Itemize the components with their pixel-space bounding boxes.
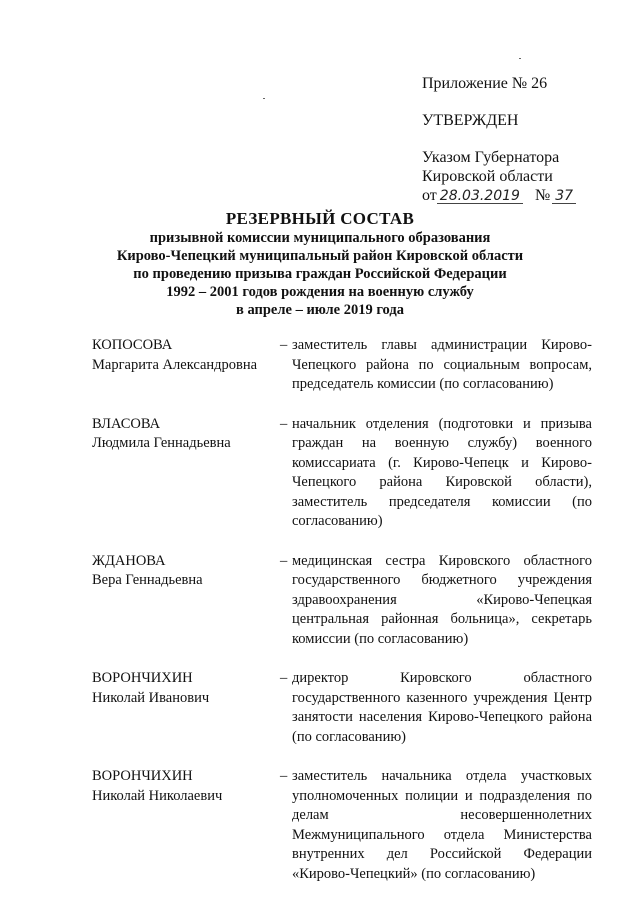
member-given-name: Николай Иванович: [92, 689, 210, 706]
date-prefix: от: [422, 187, 437, 204]
appendix-label: Приложение № 26: [422, 75, 548, 92]
member-surname: ЖДАНОВА: [92, 552, 166, 569]
decree-date-number: [422, 186, 622, 205]
member-dash: –: [280, 552, 288, 569]
title-line: по проведению призыва граждан Российской Федерации: [133, 266, 507, 282]
member-entry: [92, 415, 592, 532]
member-given-name: Николай Николаевич: [92, 787, 223, 804]
scan-speck: [519, 58, 521, 59]
scan-speck: [263, 98, 265, 99]
member-given-name: Маргарита Александровна: [92, 356, 258, 373]
title-main: РЕЗЕРВНЫЙ СОСТАВ: [225, 209, 415, 228]
title-line: Кирово-Чепецкий муниципальный район Кировской области: [116, 248, 524, 264]
title-line: 1992 – 2001 годов рождения на военную службу: [166, 284, 474, 300]
title-line: призывной комиссии муниципального образования: [149, 230, 491, 246]
member-surname: ВЛАСОВА: [92, 415, 161, 432]
member-entry: [92, 552, 592, 650]
member-entry: [92, 336, 592, 395]
decree-date: 28.03.2019: [437, 189, 523, 204]
member-name: [92, 336, 280, 395]
member-description: директор Кировского областного государственного казенного учреждения Центр занятости населения Кирово-Чепецкого района (по согласованию): [292, 670, 592, 745]
member-entry: [92, 669, 592, 747]
member-entry: [92, 767, 592, 884]
decree-line-1: Указом Губернатора: [422, 149, 560, 166]
title-line: в апреле – июле 2019 года: [236, 302, 404, 318]
member-name: [92, 552, 280, 650]
member-given-name: Вера Геннадьевна: [92, 572, 203, 588]
number-prefix: №: [534, 187, 551, 204]
member-name: [92, 767, 280, 884]
member-surname: КОПОСОВА: [92, 337, 173, 353]
member-description: заместитель начальника отдела участковых уполномоченных полиции и подразделения по делам несовершеннолетних Межмуниципального отдела Министерства внутренних дел Российской Федерации «Кирово-Чепецкий» (по согласованию): [292, 768, 592, 882]
member-name: [92, 669, 280, 747]
member-description: начальник отделения (подготовки и призыва граждан на военную службу) военного комиссариата (г. Кирово-Чепецк и Кирово-Чепецкого района Кировской области), заместитель председателя комиссии (по согласованию): [292, 415, 592, 529]
member-description: медицинская сестра Кировского областного государственного бюджетного учреждения здравоохранения «Кирово-Чепецкая центральная районная больница», секретарь комиссии (по согласованию): [292, 552, 592, 647]
member-surname: ВОРОНЧИХИН: [92, 768, 193, 784]
member-dash: –: [280, 337, 288, 353]
member-dash: –: [280, 415, 288, 432]
member-given-name: Людмила Геннадьевна: [92, 435, 231, 451]
member-dash: –: [280, 670, 288, 686]
decree-line-2: Кировской области: [422, 168, 553, 185]
appendix-block: [422, 74, 622, 205]
approved-label: УТВЕРЖДЕН: [422, 112, 519, 129]
document-title: [40, 208, 600, 319]
member-surname: ВОРОНЧИХИН: [92, 670, 193, 686]
decree-number: 37: [552, 189, 576, 204]
member-description: заместитель главы администрации Кирово-Чепецкого района по социальным вопросам, председатель комиссии (по согласованию): [292, 337, 592, 392]
members-list: [92, 336, 592, 884]
member-name: [92, 415, 280, 532]
member-dash: –: [280, 768, 288, 784]
